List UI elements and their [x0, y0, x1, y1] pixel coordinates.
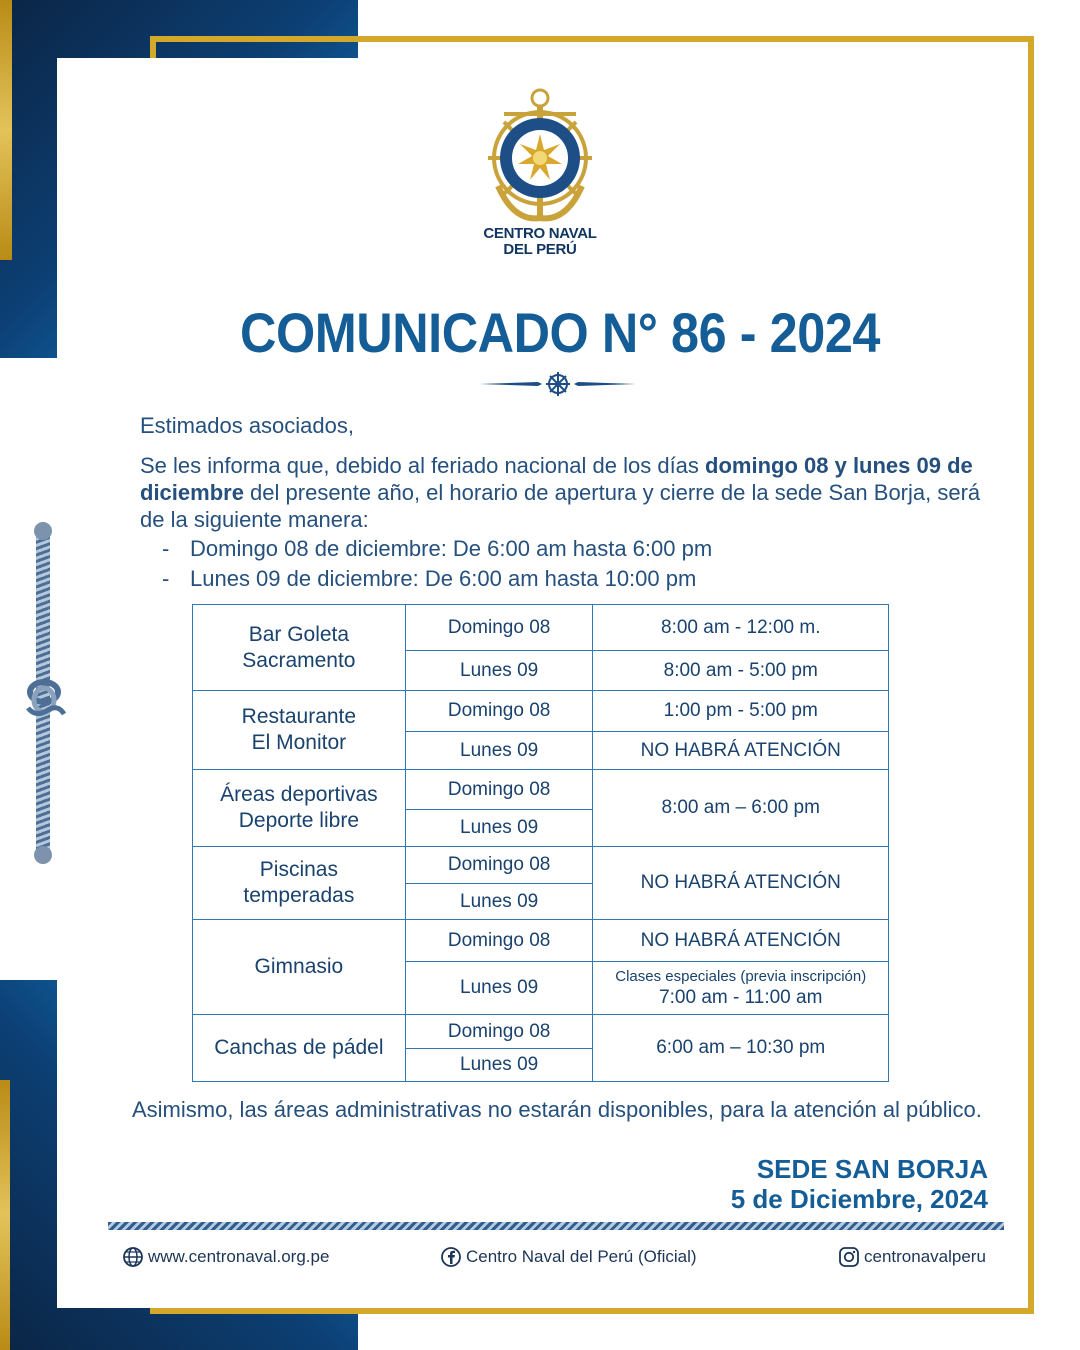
- decor-rope-end-top: [34, 522, 52, 540]
- facebook-link[interactable]: Centro Naval del Perú (Oficial): [466, 1247, 697, 1266]
- closing-paragraph: Asimismo, las áreas administrativas no estarán disponibles, para la atención al público.: [132, 1097, 982, 1122]
- decor-gold-strip-bottom: [0, 1080, 10, 1350]
- decor-rope-end-bottom: [34, 846, 52, 864]
- logo-text-line1: CENTRO NAVAL: [483, 225, 597, 242]
- ship-wheel-icon: [480, 370, 636, 398]
- time-cell: NO HABRÁ ATENCIÓN: [593, 847, 889, 920]
- table-row: [193, 1015, 889, 1049]
- time-cell: NO HABRÁ ATENCIÓN: [593, 920, 889, 962]
- schedule-table: [192, 604, 889, 1082]
- logo-text-line2: DEL PERÚ: [503, 241, 577, 258]
- day-cell: Domingo 08: [405, 847, 593, 884]
- day-cell: Lunes 09: [405, 732, 593, 770]
- footer-instagram[interactable]: [838, 1246, 986, 1268]
- day-cell: Domingo 08: [405, 770, 593, 810]
- day-cell: Lunes 09: [405, 651, 593, 691]
- intro-text-bold: domingo 08 y lunes 09 de diciembre: [140, 453, 973, 505]
- anchor-logo: [484, 86, 596, 226]
- signature-location: SEDE SAN BORJA: [756, 1154, 988, 1184]
- time-cell: 6:00 am – 10:30 pm: [593, 1015, 889, 1082]
- footer-website[interactable]: [122, 1246, 329, 1268]
- signature-block: [731, 1154, 988, 1214]
- greeting: Estimados asociados,: [140, 413, 354, 438]
- intro-paragraph: [140, 452, 1000, 533]
- list-item-text: Domingo 08 de diciembre: De 6:00 am hasta 6:00 pm: [190, 536, 713, 561]
- time-cell: 8:00 am - 5:00 pm: [593, 651, 889, 691]
- area-line: El Monitor: [251, 731, 347, 754]
- intro-text-1: Se les informa que, debido al feriado nacional de los días: [140, 453, 706, 478]
- logo-wordmark: [440, 226, 640, 258]
- instagram-icon: [838, 1246, 860, 1268]
- list-item: [162, 534, 712, 564]
- day-cell: Domingo 08: [405, 920, 593, 962]
- area-cell: [193, 691, 406, 770]
- globe-icon: [122, 1246, 144, 1268]
- area-cell: [193, 605, 406, 691]
- area-line: Piscinas: [259, 858, 338, 881]
- area-line: Áreas deportivas: [220, 783, 378, 806]
- hours-list: [162, 534, 712, 594]
- table-row: [193, 605, 889, 651]
- time-cell: 1:00 pm - 5:00 pm: [593, 691, 889, 732]
- instagram-link[interactable]: centronavalperu: [864, 1247, 986, 1266]
- area-line: Sacramento: [242, 648, 356, 672]
- time-cell: 8:00 am - 12:00 m.: [593, 605, 889, 651]
- area-cell: Canchas de pádel: [193, 1015, 406, 1082]
- table-row: [193, 920, 889, 962]
- page-title: COMUNICADO N° 86 - 2024: [240, 301, 880, 364]
- signature-date: 5 de Diciembre, 2024: [730, 1184, 988, 1214]
- time-text: 7:00 am - 11:00 am: [659, 987, 823, 1008]
- time-cell: [593, 962, 889, 1015]
- decor-rope-divider: [108, 1222, 1004, 1230]
- area-line: temperadas: [243, 884, 355, 907]
- day-cell: Domingo 08: [405, 1015, 593, 1049]
- table-row: [193, 770, 889, 810]
- day-cell: Domingo 08: [405, 691, 593, 732]
- day-cell: Lunes 09: [405, 884, 593, 920]
- list-item-text: Lunes 09 de diciembre: De 6:00 am hasta 10:00 pm: [190, 566, 697, 591]
- intro-text-2: del presente año, el horario de apertura y cierre de la sede San Borja, será de la siguiente manera:: [140, 480, 981, 532]
- list-item: [162, 564, 712, 594]
- area-cell: [193, 847, 406, 920]
- bullet-dash: -: [162, 566, 170, 591]
- bullet-dash: -: [162, 536, 170, 561]
- area-line: Deporte libre: [238, 809, 359, 832]
- website-link[interactable]: www.centronaval.org.pe: [148, 1247, 330, 1266]
- table-row: [193, 691, 889, 732]
- area-line: Restaurante: [241, 705, 357, 728]
- decor-gold-strip-top: [0, 0, 12, 260]
- area-cell: [193, 770, 406, 847]
- day-cell: Lunes 09: [405, 1049, 593, 1082]
- area-cell: Gimnasio: [193, 920, 406, 1015]
- time-cell: NO HABRÁ ATENCIÓN: [593, 732, 889, 770]
- time-cell: 8:00 am – 6:00 pm: [593, 770, 889, 847]
- area-line: Bar Goleta: [248, 622, 350, 646]
- rope-knot-icon: [18, 670, 70, 722]
- footer-facebook[interactable]: [440, 1246, 697, 1268]
- facebook-icon: [440, 1246, 462, 1268]
- table-row: [193, 847, 889, 884]
- day-cell: Lunes 09: [405, 962, 593, 1015]
- day-cell: Lunes 09: [405, 810, 593, 847]
- day-cell: Domingo 08: [405, 605, 593, 651]
- note-text: Clases especiales (previa inscripción): [615, 968, 867, 985]
